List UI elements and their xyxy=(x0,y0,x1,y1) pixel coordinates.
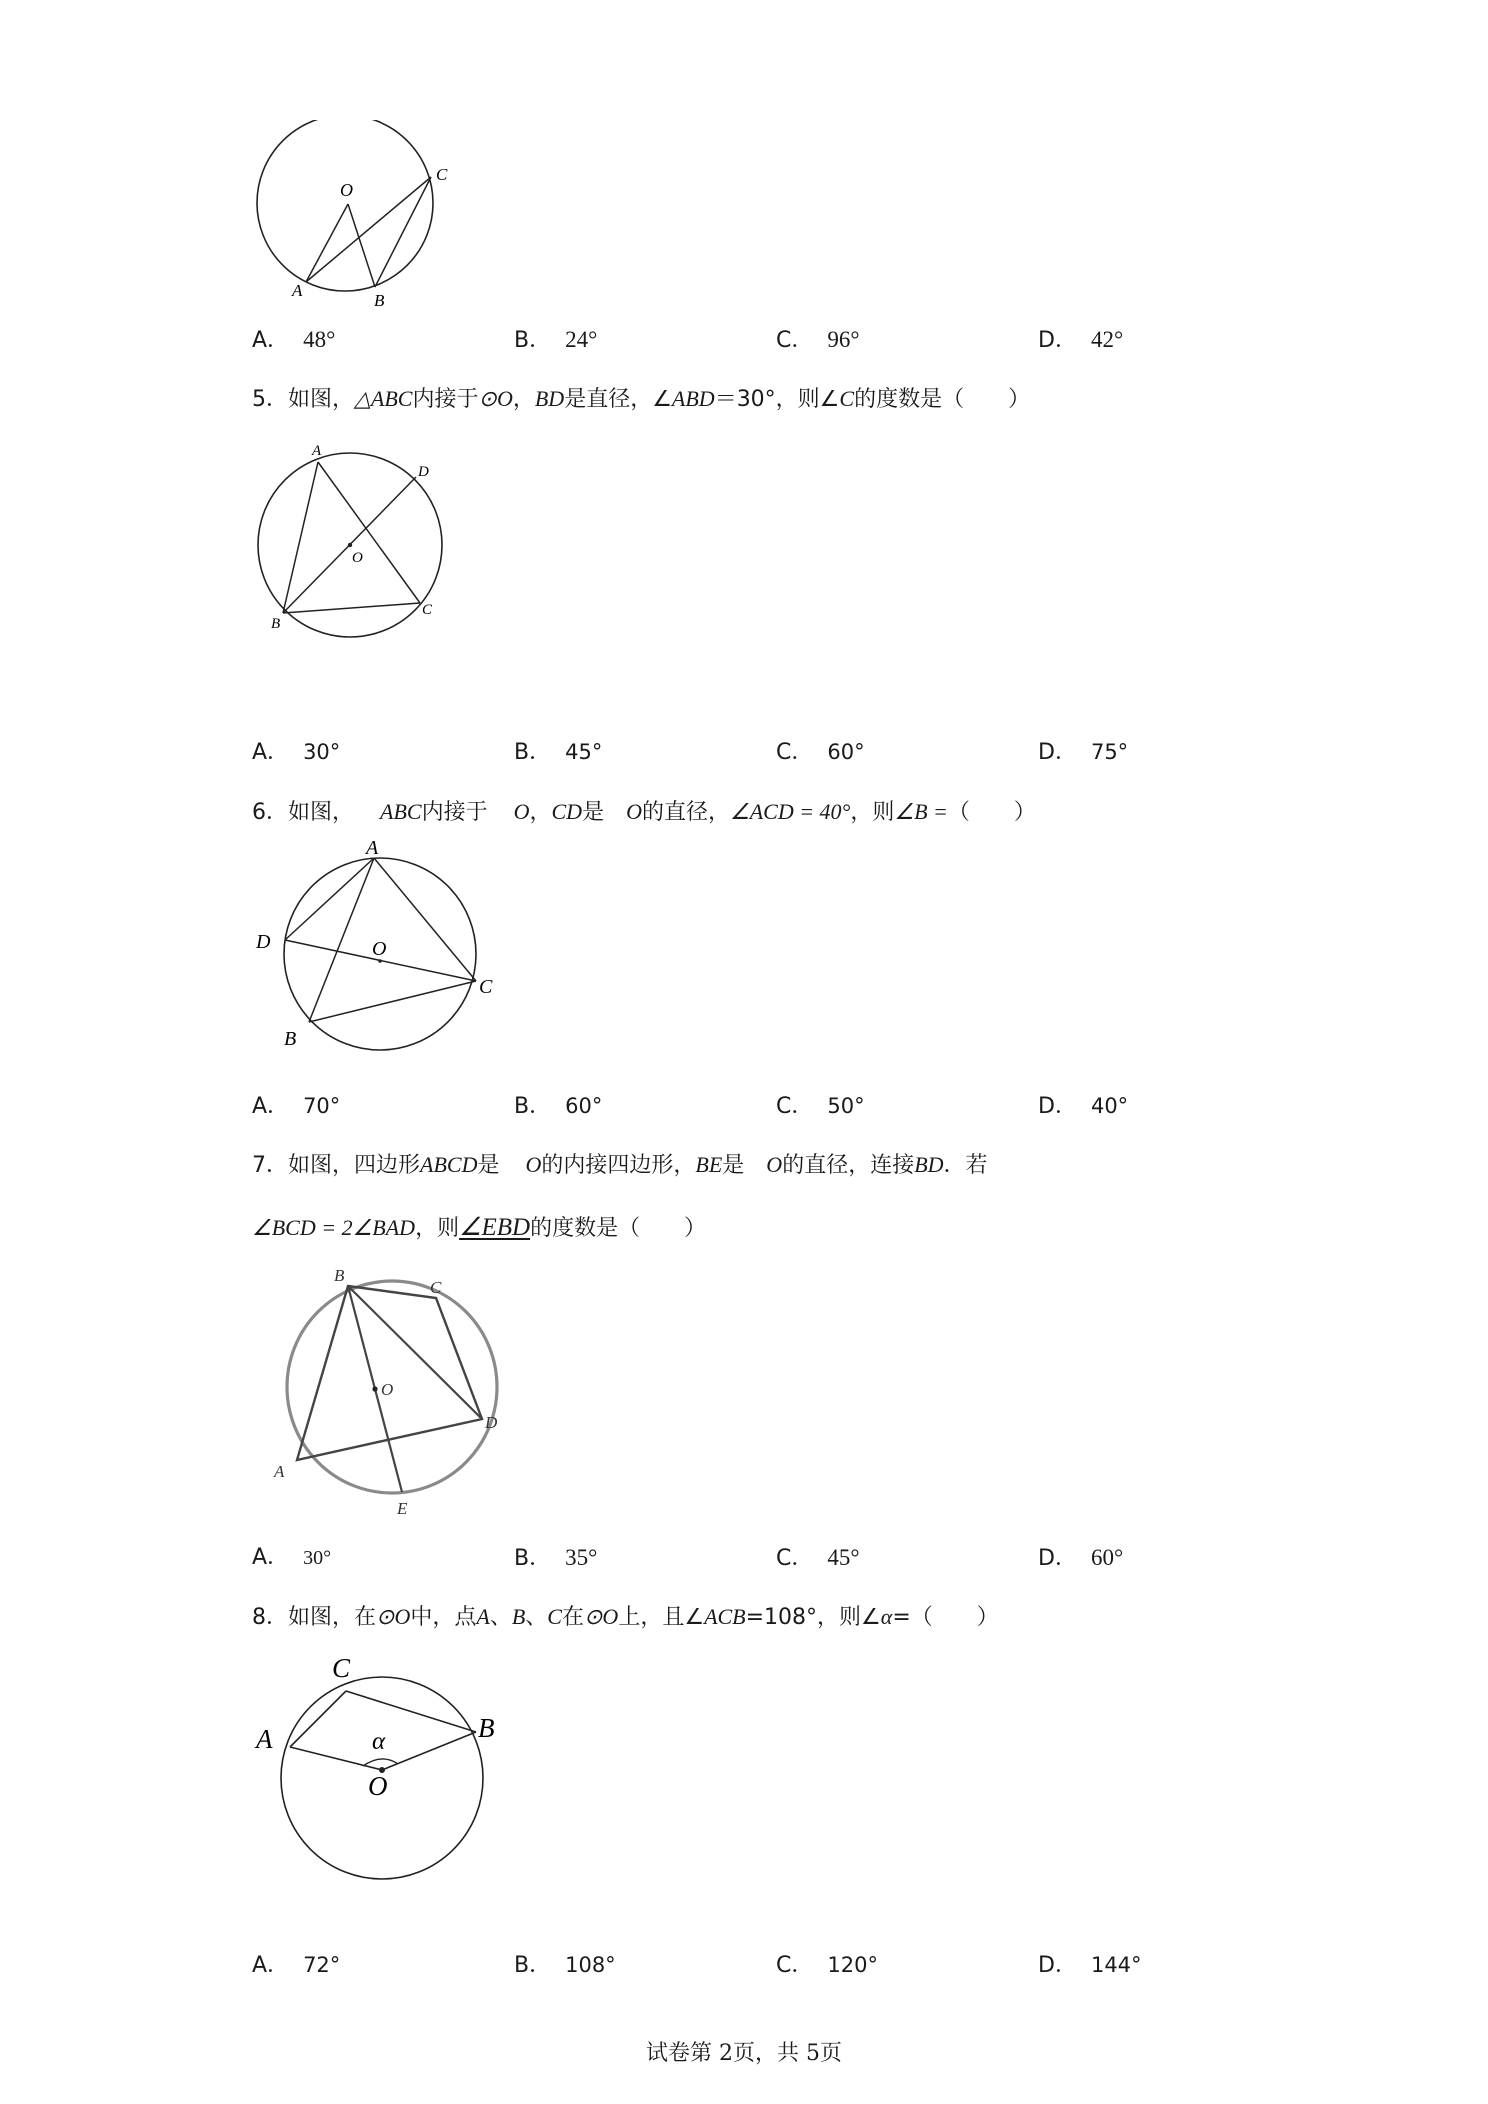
q6-text: 如图， xyxy=(288,800,355,825)
q6-text: ，则 xyxy=(850,800,895,825)
q6-label-B: B xyxy=(284,1028,297,1050)
q5-option-d xyxy=(1038,737,1128,768)
q7-label-D: D xyxy=(485,1413,498,1432)
q4-line-OA xyxy=(306,204,348,282)
q6-text: 是 xyxy=(582,800,605,825)
q7-angle-bcd: ∠BCD = 2∠BAD xyxy=(252,1215,416,1240)
q4-option-d xyxy=(1038,325,1123,356)
q5-text: 如图， xyxy=(288,387,355,412)
option-label: C． xyxy=(776,740,814,765)
option-value: 24° xyxy=(565,327,598,352)
q6-label-D: D xyxy=(256,931,271,953)
q8-label-alpha: α xyxy=(372,1728,386,1755)
q5-text: ， xyxy=(512,387,535,412)
q4-label-O: O xyxy=(340,180,353,200)
q5-line-AB xyxy=(283,462,318,613)
q8-line-AO xyxy=(290,1747,382,1770)
option-label: B． xyxy=(514,740,552,765)
q8-b: B xyxy=(511,1604,526,1629)
q6-cd: CD xyxy=(551,799,583,824)
q5-circle-symbol: ⊙O xyxy=(478,386,513,411)
q7-option-c xyxy=(776,1543,860,1574)
q7-label-A: A xyxy=(274,1462,285,1481)
q8-alpha: α xyxy=(880,1604,893,1629)
q6-o: O xyxy=(513,799,530,824)
q7-abcd: ABCD xyxy=(420,1152,478,1177)
q7-figure xyxy=(250,1262,520,1522)
q5-center-dot xyxy=(348,543,352,547)
option-value: 75° xyxy=(1090,740,1129,764)
q7-number: 7． xyxy=(252,1153,288,1178)
option-value: 30° xyxy=(303,740,341,764)
q4-line-OB xyxy=(348,204,375,287)
q5-label-O: O xyxy=(352,550,363,566)
q6-stem xyxy=(252,797,1036,828)
q6-angle-acd: ∠ACD = 40° xyxy=(729,799,851,824)
q5-line-AC xyxy=(318,462,420,603)
q5-number: 5． xyxy=(252,387,288,412)
q5-stem xyxy=(252,384,1030,415)
option-label: C． xyxy=(776,328,814,353)
option-label: B． xyxy=(514,328,552,353)
q6-option-c xyxy=(776,1091,865,1122)
option-label: D． xyxy=(1038,328,1077,353)
q6-line-AB xyxy=(309,858,374,1022)
option-value: 72° xyxy=(303,1953,341,1977)
q5-text: 内接于 xyxy=(412,387,479,412)
option-value: 60° xyxy=(1090,1545,1124,1570)
q7-text: 的直径，连接 xyxy=(782,1153,915,1178)
option-value: 120° xyxy=(827,1953,878,1977)
q7-be: BE xyxy=(695,1152,723,1177)
option-value: 30° xyxy=(303,1547,332,1569)
option-value: 50° xyxy=(827,1094,865,1118)
q6-option-d xyxy=(1038,1091,1128,1122)
q8-line-CB xyxy=(346,1691,476,1732)
option-value: 42° xyxy=(1090,327,1124,352)
q7-quadrilateral-ABCD xyxy=(297,1286,482,1460)
q6-text: 的直径， xyxy=(641,800,730,825)
q7-o: O xyxy=(525,1152,542,1177)
option-label: A． xyxy=(252,1953,290,1978)
q8-number: 8． xyxy=(252,1605,288,1630)
option-value: 48° xyxy=(303,327,336,352)
q6-angle-b: ∠B = xyxy=(894,799,948,824)
q6-o: O xyxy=(626,799,642,824)
q5-label-B: B xyxy=(271,616,281,632)
q4-label-C: C xyxy=(436,165,448,184)
q6-option-b xyxy=(514,1091,602,1122)
option-label: B． xyxy=(514,1546,552,1571)
page-footer: 试卷第 2页，共 5页 xyxy=(646,2041,842,2066)
option-value: 60° xyxy=(565,1094,603,1118)
q6-text: 内接于 xyxy=(421,800,488,825)
q6-label-C: C xyxy=(479,976,493,998)
q7-text: ，则 xyxy=(415,1216,460,1241)
q4-option-b xyxy=(514,325,597,356)
q7-angle-ebd: ∠EBD xyxy=(459,1214,531,1241)
option-label: A． xyxy=(252,1545,290,1570)
q6-label-O: O xyxy=(372,938,387,960)
q8-label-A: A xyxy=(256,1724,273,1754)
option-label: C． xyxy=(776,1546,814,1571)
q5-figure xyxy=(250,440,460,640)
q5-triangle: △ABC xyxy=(354,386,413,411)
q7-text: 的度数是（ ） xyxy=(530,1216,707,1241)
q8-a: A xyxy=(476,1604,490,1629)
q5-abd: ABD xyxy=(671,386,715,411)
option-label: A． xyxy=(252,740,290,765)
q7-center-dot xyxy=(372,1386,377,1391)
q7-text: 如图，四边形 xyxy=(288,1153,421,1178)
q8-option-c xyxy=(776,1950,878,1981)
q6-option-a xyxy=(252,1091,340,1122)
option-value: 144° xyxy=(1090,1953,1142,1977)
option-value: 70° xyxy=(303,1094,341,1118)
q5-option-c xyxy=(776,737,865,768)
q5-text: 是直径，∠ xyxy=(564,387,672,412)
q8-label-B: B xyxy=(478,1713,495,1743)
q8-circle-symbol: ⊙O xyxy=(376,1604,411,1629)
q7-o: O xyxy=(766,1152,783,1177)
q7-stem-line1 xyxy=(252,1150,988,1181)
q8-stem xyxy=(252,1602,999,1633)
q6-label-A: A xyxy=(366,840,379,859)
q5-text: ＝30°，则∠ xyxy=(714,387,840,412)
option-value: 35° xyxy=(565,1545,598,1570)
q8-option-d xyxy=(1038,1950,1142,1981)
option-label: C． xyxy=(776,1953,814,1978)
option-label: A． xyxy=(252,328,290,353)
q8-text: =（ ） xyxy=(892,1605,999,1630)
q4-circle xyxy=(257,120,433,291)
q7-label-C: C xyxy=(430,1278,442,1297)
option-value: 40° xyxy=(1090,1094,1129,1118)
q8-label-O: O xyxy=(368,1771,388,1801)
q8-option-b xyxy=(514,1950,616,1981)
option-value: 60° xyxy=(827,740,865,764)
q7-text: 是 xyxy=(722,1153,745,1178)
q8-option-a xyxy=(252,1950,340,1981)
option-value: 108° xyxy=(565,1953,616,1977)
q8-text: =108°，则∠ xyxy=(745,1605,881,1630)
option-label: C． xyxy=(776,1094,814,1119)
q5-label-D: D xyxy=(418,464,429,480)
option-label: B． xyxy=(514,1953,552,1978)
q7-label-O: O xyxy=(381,1380,394,1399)
q7-option-d xyxy=(1038,1543,1123,1574)
option-value: 96° xyxy=(827,327,860,352)
option-label: D． xyxy=(1038,1094,1077,1119)
q7-option-a xyxy=(252,1543,331,1573)
q6-line-BC xyxy=(309,981,476,1022)
q7-bd: BD xyxy=(914,1152,944,1177)
q8-text: 、 xyxy=(489,1605,512,1630)
q4-line-BC xyxy=(375,177,431,287)
q5-option-b xyxy=(514,737,602,768)
q5-line-BC xyxy=(283,603,420,613)
q8-text: 在 xyxy=(561,1605,584,1630)
q8-label-C: C xyxy=(332,1653,351,1683)
q8-figure xyxy=(250,1645,520,1895)
q5-text: 的度数是（ ） xyxy=(854,387,1031,412)
q7-stem-line2 xyxy=(252,1213,706,1244)
q8-line-BO xyxy=(382,1732,476,1770)
q7-label-E: E xyxy=(397,1499,408,1518)
q6-line-AD xyxy=(285,858,374,940)
q8-circle-symbol: ⊙O xyxy=(584,1604,619,1629)
q8-text: 中，点 xyxy=(410,1605,477,1630)
q6-figure xyxy=(250,840,510,1070)
q7-text: ．若 xyxy=(943,1153,988,1178)
option-label: A． xyxy=(252,1094,290,1119)
option-label: B． xyxy=(514,1094,552,1119)
q8-c: C xyxy=(547,1604,562,1629)
option-label: D． xyxy=(1038,1953,1077,1978)
q7-label-B: B xyxy=(334,1266,345,1285)
q8-text: 如图，在 xyxy=(288,1605,377,1630)
option-value: 45° xyxy=(827,1545,860,1570)
q7-option-b xyxy=(514,1543,597,1574)
q5-c: C xyxy=(839,386,855,411)
q5-label-A: A xyxy=(312,443,322,459)
q8-acb: ACB xyxy=(704,1604,746,1629)
q4-label-B: B xyxy=(374,291,385,310)
option-label: D． xyxy=(1038,740,1077,765)
q7-text: 是 xyxy=(477,1153,500,1178)
q6-abc: ABC xyxy=(380,799,422,824)
q4-option-c xyxy=(776,325,860,356)
q4-figure xyxy=(250,120,460,315)
q4-label-A: A xyxy=(292,281,303,300)
q6-number: 6． xyxy=(252,800,288,825)
q5-option-a xyxy=(252,737,340,768)
option-label: D． xyxy=(1038,1546,1077,1571)
q4-option-a xyxy=(252,325,335,356)
q6-text: ， xyxy=(529,800,552,825)
option-value: 45° xyxy=(565,740,603,764)
q8-text: 上，且∠ xyxy=(618,1605,705,1630)
q5-label-C: C xyxy=(422,602,433,618)
q8-text: 、 xyxy=(525,1605,548,1630)
q6-text: （ ） xyxy=(947,800,1036,825)
q7-text: 的内接四边形， xyxy=(541,1153,696,1178)
q5-bd: BD xyxy=(534,386,565,411)
